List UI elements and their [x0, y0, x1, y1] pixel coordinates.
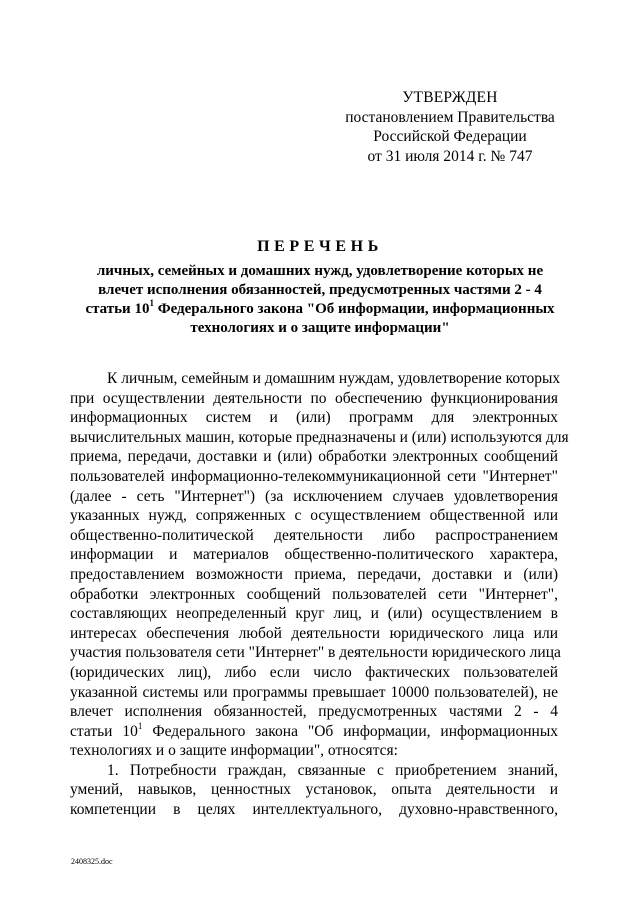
- superscript: 1: [137, 720, 143, 731]
- body-line: приема, передачи, доставки и (или) обработки электронных сообщений: [70, 448, 558, 466]
- subtitle-text: статьи 10: [85, 301, 150, 317]
- body-line: интересах обеспечения любой деятельности юридического лица или: [70, 624, 558, 642]
- list-item-line: 1. Потребности граждан, связанные с приобретением знаний,: [107, 761, 558, 779]
- body-text: Федерального закона "Об информации, информационных: [142, 722, 558, 740]
- subtitle-line: влечет исполнения обязанностей, предусмотренных частями 2 - 4: [98, 282, 542, 298]
- subtitle-line: [66, 300, 574, 319]
- body-line: указанных нужд, сопряженных с осуществлением общественной или: [70, 507, 558, 525]
- body-line: общественно-политической деятельности либо распространением: [70, 526, 558, 544]
- document-subtitle: [66, 262, 574, 338]
- body-line: при осуществлении деятельности по обеспечению функционирования: [70, 389, 558, 407]
- subtitle-text: Федерального закона "Об информации, информационных: [153, 301, 555, 317]
- superscript: 1: [149, 298, 154, 308]
- body-line: технологиях и о защите информации", относятся:: [70, 742, 398, 760]
- body-line: К личным, семейным и домашним нуждам, удовлетворение которых: [107, 370, 561, 387]
- body-line: [70, 722, 558, 742]
- body-line: влечет исполнения обязанностей, предусмотренных частями 2 - 4: [70, 703, 558, 721]
- approval-line: Российской Федерации: [373, 128, 527, 145]
- body-text: статьи 10: [70, 722, 138, 740]
- approval-date-line: от 31 июля 2014 г. № 747: [367, 147, 533, 165]
- body-line: составляющих неопределенный круг лиц, и (или) осуществлением в: [70, 605, 558, 623]
- list-item-line: компетенции в целях интеллектуального, духовно-нравственного,: [70, 801, 558, 819]
- approval-block: [330, 88, 570, 166]
- list-item-line: умений, навыков, ценностных установок, опыта деятельности и: [70, 781, 558, 799]
- body-line: (далее - сеть "Интернет") (за исключением случаев удовлетворения: [70, 487, 558, 505]
- body-line: участия пользователя сети "Интернет" в деятельности юридического лица: [70, 644, 561, 662]
- approval-heading: УТВЕРЖДЕН: [402, 89, 498, 106]
- body-line: вычислительных машин, которые предназначены и (или) используются для: [70, 428, 569, 446]
- subtitle-line: личных, семейных и домашних нужд, удовлетворение которых не: [96, 263, 544, 279]
- approval-line: постановлением Правительства: [345, 108, 555, 126]
- body-line: пользователей информационно-телекоммуникационной сети "Интернет": [70, 467, 558, 485]
- subtitle-line: технологиях и о защите информации": [190, 320, 450, 336]
- body-line: предоставлением возможности приема, передачи, доставки и (или): [70, 565, 558, 583]
- footer-filename: 2408325.doc: [71, 857, 113, 866]
- document-title: ПЕРЕЧЕНЬ: [257, 238, 383, 255]
- body-line: (юридических лиц), либо если число фактических пользователей: [70, 663, 558, 681]
- document-body: [70, 369, 569, 820]
- body-line: указанной системы или программы превышает 10000 пользователей), не: [70, 683, 558, 701]
- body-line: обработки электронных сообщений пользователей сети "Интернет",: [70, 585, 558, 603]
- body-line: информации и материалов общественно-политического характера,: [70, 546, 558, 564]
- body-line: информационных систем и (или) программ для электронных: [70, 409, 558, 427]
